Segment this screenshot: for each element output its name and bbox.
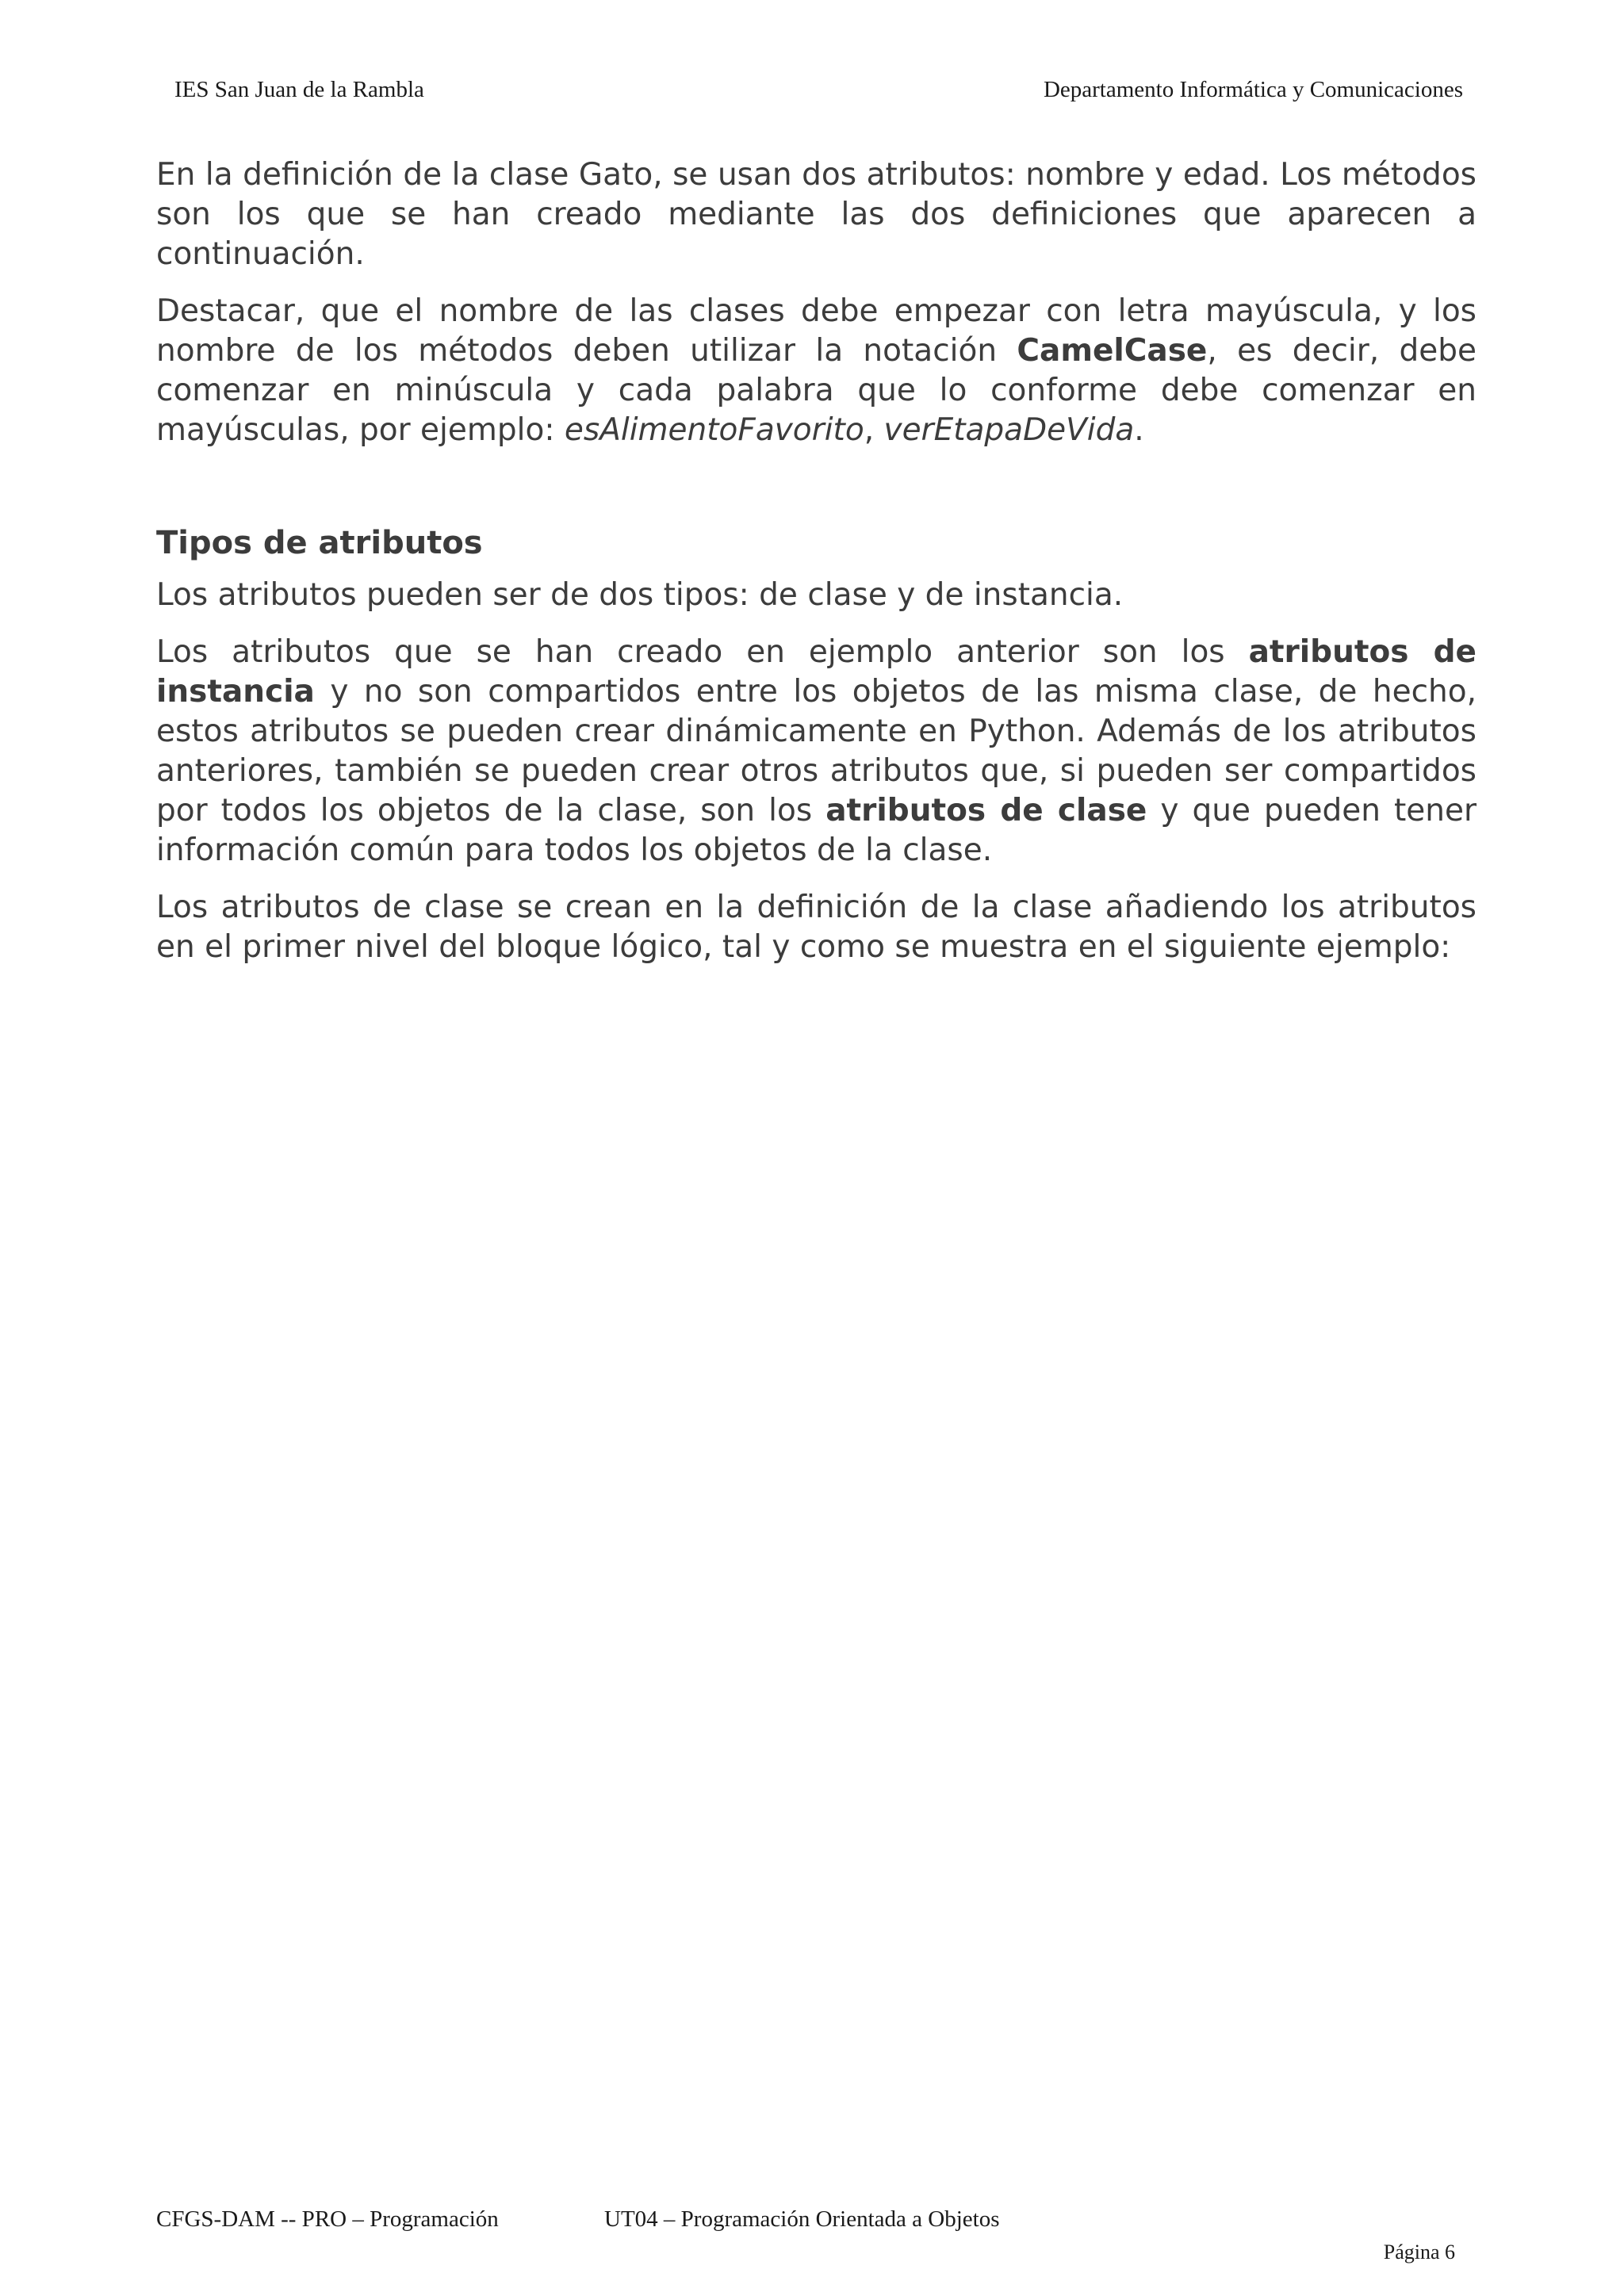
camelcase-term: CamelCase bbox=[1017, 333, 1208, 369]
paragraph-camelcase-text-b: , es decir, debe comenzar en minúscula y cada palabra que lo conforme debe comenzar en mayúsculas, por ejemplo: bbox=[156, 333, 1477, 448]
paragraph-instancia-text-c: y que pueden tener información común para todos los objetos de la clase. bbox=[156, 793, 1477, 868]
header-school: IES San Juan de la Rambla bbox=[174, 77, 424, 102]
paragraph-instancia-text-a: Los atributos que se han creado en ejemplo anterior son los bbox=[156, 634, 1249, 670]
paragraph-atributos-instancia bbox=[156, 633, 1477, 871]
paragraph-clase-gato: En la definición de la clase Gato, se usan dos atributos: nombre y edad. Los métodos son los que se han creado mediante las dos definiciones que aparecen a continuación. bbox=[156, 157, 1477, 272]
atributos-instancia-term: atributos de instancia bbox=[156, 634, 1477, 710]
paragraph-atributos-clase: Los atributos de clase se crean en la definición de la clase añadiendo los atributos en el primer nivel del bloque lógico, tal y como se muestra en el siguiente ejemplo: bbox=[156, 890, 1477, 965]
paragraph-tipos: Los atributos pueden ser de dos tipos: de clase y de instancia. bbox=[156, 577, 1124, 613]
atributos-clase-term: atributos de clase bbox=[825, 793, 1147, 828]
example-method-1: esAlimentoFavorito bbox=[564, 412, 864, 448]
example-separator: , bbox=[864, 412, 884, 448]
document-body bbox=[156, 155, 1477, 985]
page-number: Página 6 bbox=[1383, 2241, 1455, 2263]
example-method-2: verEtapaDeVida bbox=[883, 412, 1135, 448]
footer-course: CFGS-DAM -- PRO – Programación bbox=[156, 2206, 499, 2232]
paragraph-instancia-text-b: y no son compartidos entre los objetos de las misma clase, de hecho, estos atributos se pueden crear dinámicamente en Python. Además de los atributos anteriores, también se pueden crear otros atributos que, si pueden ser compartidos por todos los objetos de la clase, son los bbox=[156, 674, 1477, 828]
header-department: Departamento Informática y Comunicaciones bbox=[1043, 77, 1463, 102]
paragraph-camelcase bbox=[156, 292, 1477, 450]
footer-unit: UT04 – Programación Orientada a Objetos bbox=[604, 2206, 1000, 2232]
paragraph-camelcase-text-a: Destacar, que el nombre de las clases debe empezar con letra mayúscula, y los nombre de los métodos deben utilizar la notación bbox=[156, 293, 1477, 369]
paragraph-camelcase-end: . bbox=[1134, 412, 1144, 448]
section-title: Tipos de atributos bbox=[156, 525, 483, 561]
